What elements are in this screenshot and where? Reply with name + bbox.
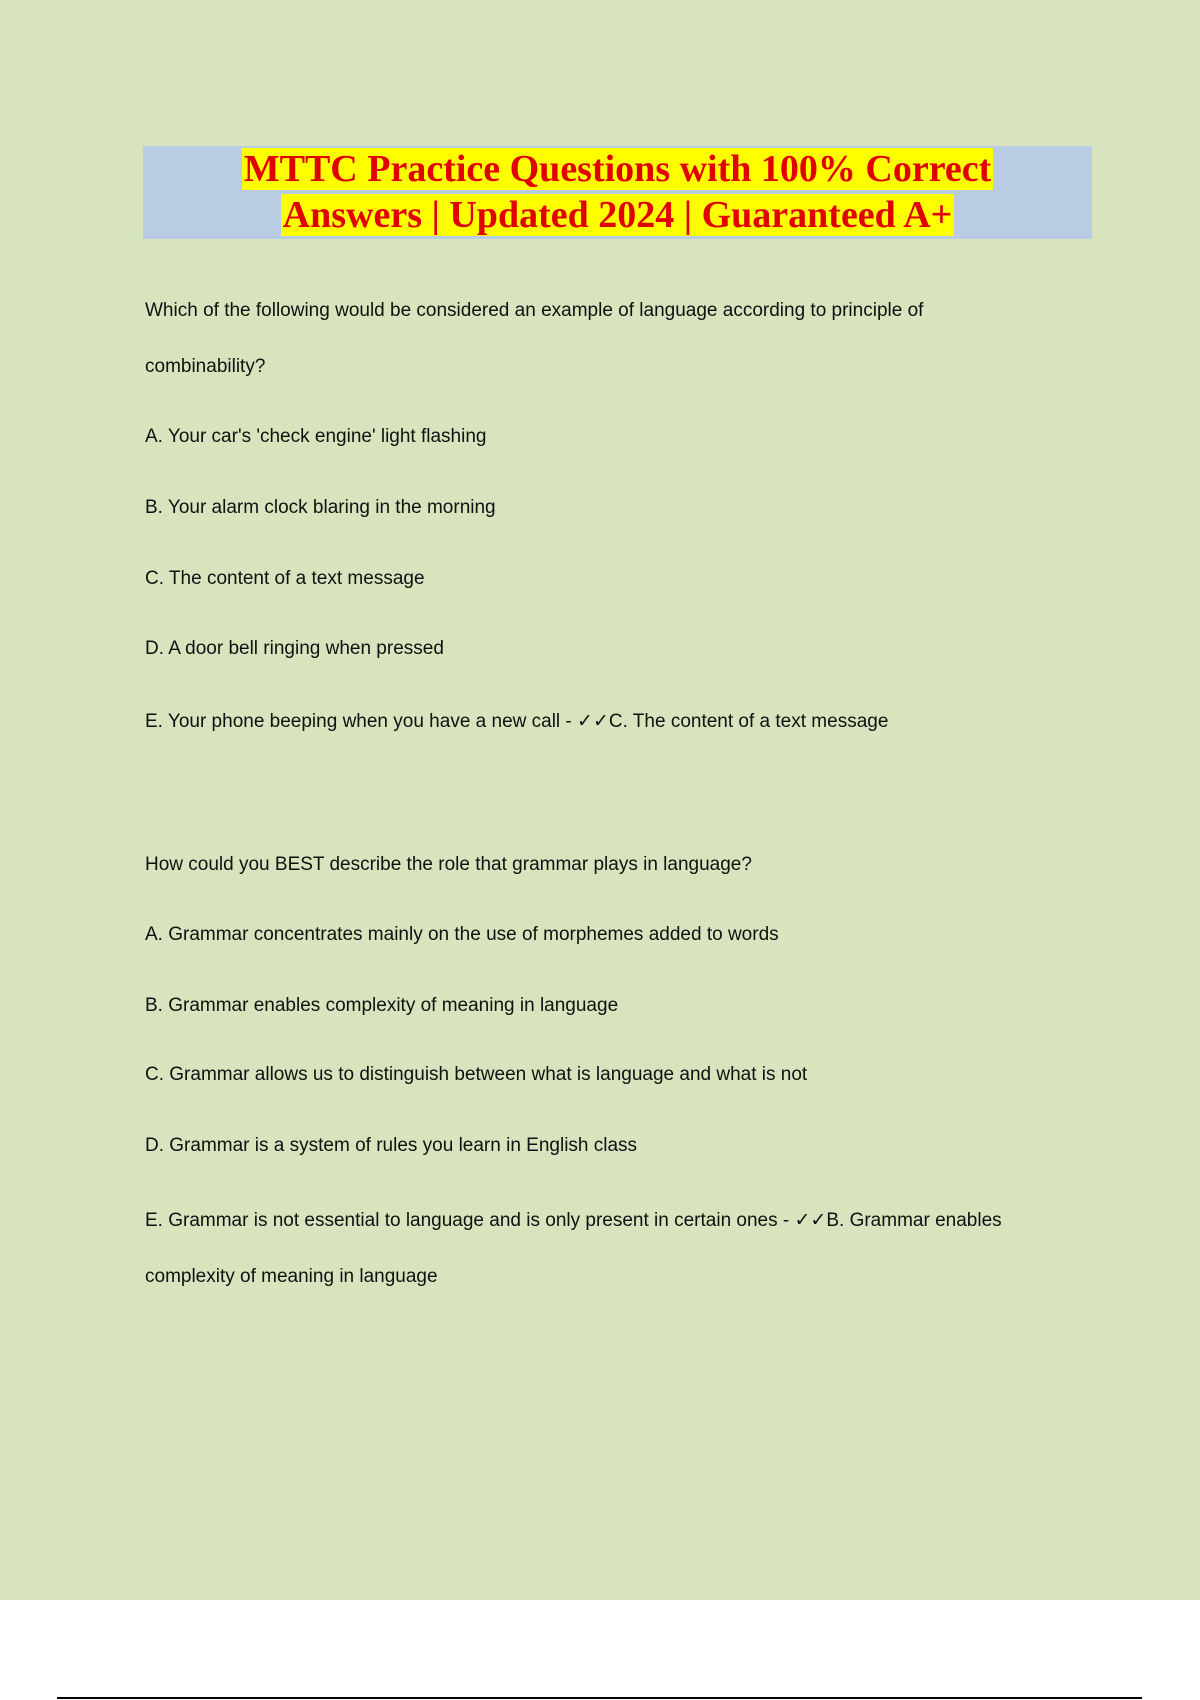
question-2-option-d: D. Grammar is a system of rules you learn in English class [145, 1135, 638, 1156]
question-2-option-a: A. Grammar concentrates mainly on the use of morphemes added to words [145, 924, 779, 945]
question-2-answer-continuation: complexity of meaning in language [145, 1266, 438, 1287]
title-banner [143, 146, 1092, 239]
title-line-2: Answers | Updated 2024 | Guaranteed A+ [282, 194, 953, 236]
question-1-stem-line-1: Which of the following would be considered an example of language according to principle of [145, 300, 924, 321]
question-1-option-c: C. The content of a text message [145, 568, 425, 589]
question-1-option-e-with-answer: E. Your phone beeping when you have a new call - ✓✓C. The content of a text message [145, 711, 889, 732]
title-line-1: MTTC Practice Questions with 100% Correct [243, 148, 992, 190]
footer-divider [57, 1697, 1142, 1699]
document-title [143, 146, 1092, 238]
question-1-option-a: A. Your car's 'check engine' light flashing [145, 426, 487, 447]
question-1-option-b: B. Your alarm clock blaring in the morning [145, 497, 496, 518]
question-2-option-e-with-answer: E. Grammar is not essential to language and is only present in certain ones - ✓✓B. Grammar enables [145, 1210, 1002, 1231]
question-2-stem: How could you BEST describe the role that grammar plays in language? [145, 854, 752, 875]
question-2-option-b: B. Grammar enables complexity of meaning in language [145, 995, 619, 1016]
question-2-option-c: C. Grammar allows us to distinguish between what is language and what is not [145, 1064, 808, 1085]
question-1-stem-line-2: combinability? [145, 356, 266, 377]
question-1-option-d: D. A door bell ringing when pressed [145, 638, 444, 659]
